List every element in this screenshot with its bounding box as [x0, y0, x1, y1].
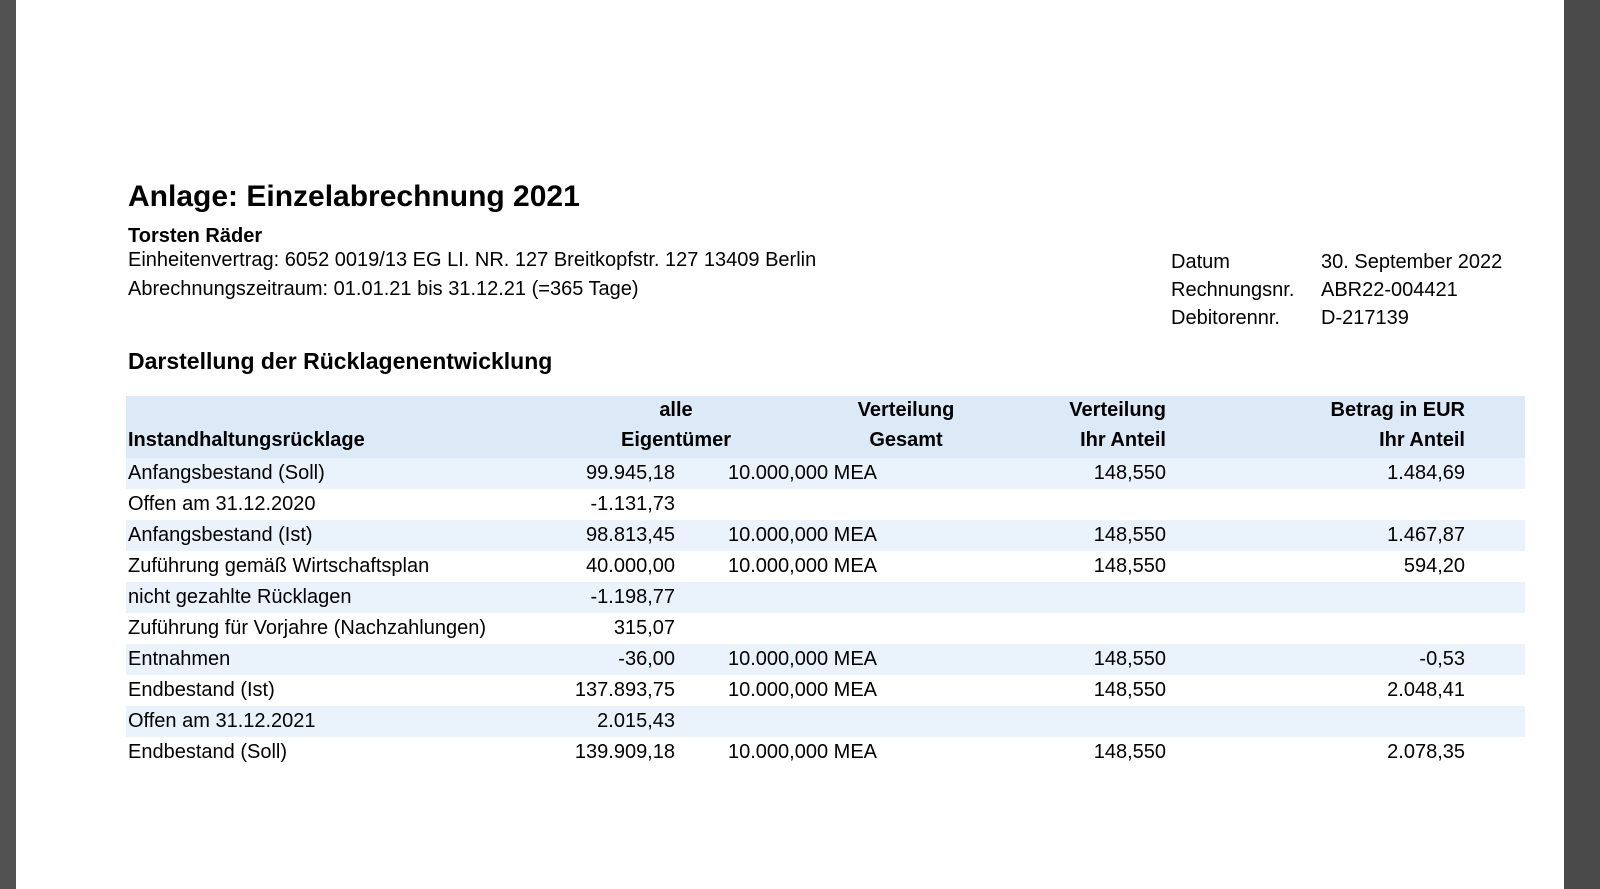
- row-label: nicht gezahlte Rücklagen: [128, 586, 352, 608]
- row-distribution-share: 148,550: [1093, 648, 1166, 670]
- row-distribution-total: 10.000,000 MEA: [728, 555, 877, 577]
- row-amount-share: 2.048,41: [1387, 679, 1465, 701]
- contract-line: Einheitenvertrag: 6052 0019/13 EG LI. NR. 127 Breitkopfstr. 127 13409 Berlin: [128, 249, 817, 271]
- header-label: Instandhaltungsrücklage: [128, 429, 365, 451]
- viewer-right-border: [1564, 0, 1600, 889]
- row-label: Endbestand (Soll): [128, 741, 287, 763]
- table-row: [126, 644, 1525, 675]
- row-amount-share: 594,20: [1403, 555, 1465, 577]
- row-all-owners: 98.813,45: [586, 524, 675, 546]
- header-dist-top: Verteilung: [857, 399, 955, 421]
- reserve-table: [126, 396, 1525, 768]
- header-amount-bottom: Ihr Anteil: [1379, 429, 1465, 451]
- row-all-owners: 40.000,00: [586, 555, 675, 577]
- row-label: Anfangsbestand (Soll): [128, 462, 325, 484]
- meta-label: Rechnungsnr.: [1171, 279, 1295, 301]
- row-distribution-share: 148,550: [1093, 555, 1166, 577]
- row-all-owners: 315,07: [613, 617, 675, 639]
- row-all-owners: 137.893,75: [574, 679, 675, 701]
- header-all-bottom: Eigentümer: [620, 429, 732, 451]
- invoice-meta: [1171, 251, 1502, 335]
- row-distribution-share: 148,550: [1093, 462, 1166, 484]
- row-amount-share: 1.484,69: [1387, 462, 1465, 484]
- table-row: [126, 613, 1525, 644]
- row-label: Entnahmen: [128, 648, 231, 670]
- row-all-owners: -36,00: [618, 648, 675, 670]
- row-distribution-share: 148,550: [1093, 741, 1166, 763]
- table-row: [126, 706, 1525, 737]
- meta-label: Datum: [1171, 251, 1230, 273]
- header-all-top: alle: [659, 399, 693, 421]
- row-label: Zuführung für Vorjahre (Nachzahlungen): [128, 617, 486, 639]
- row-distribution-share: 148,550: [1093, 679, 1166, 701]
- header-amount-top: Betrag in EUR: [1330, 399, 1465, 421]
- document-title: Anlage: Einzelabrechnung 2021: [128, 180, 580, 213]
- row-label: Zuführung gemäß Wirtschaftsplan: [128, 555, 430, 577]
- row-distribution-total: 10.000,000 MEA: [728, 741, 877, 763]
- header-share-bottom: Ihr Anteil: [1080, 429, 1166, 451]
- row-label: Offen am 31.12.2021: [128, 710, 316, 732]
- row-distribution-share: 148,550: [1093, 524, 1166, 546]
- row-all-owners: -1.131,73: [590, 493, 675, 515]
- owner-name: Torsten Räder: [128, 225, 263, 247]
- table-row: [126, 458, 1525, 489]
- row-distribution-total: 10.000,000 MEA: [728, 648, 877, 670]
- row-all-owners: 99.945,18: [586, 462, 675, 484]
- row-label: Anfangsbestand (Ist): [128, 524, 313, 546]
- meta-value: 30. September 2022: [1321, 251, 1503, 273]
- table-header: [126, 396, 1525, 458]
- table-row: [126, 675, 1525, 706]
- row-distribution-total: 10.000,000 MEA: [728, 524, 877, 546]
- row-distribution-total: 10.000,000 MEA: [728, 679, 877, 701]
- header-share-top: Verteilung: [1069, 399, 1166, 421]
- row-label: Offen am 31.12.2020: [128, 493, 316, 515]
- table-row: [126, 737, 1525, 768]
- table-row: [126, 489, 1525, 520]
- table-row: [126, 551, 1525, 582]
- header-dist-bottom: Gesamt: [869, 429, 943, 451]
- table-row: [126, 520, 1525, 551]
- document-page: [16, 0, 1564, 889]
- meta-value: ABR22-004421: [1321, 279, 1458, 301]
- meta-row-debtor-number: [1171, 307, 1502, 335]
- section-title: Darstellung der Rücklagenentwicklung: [128, 348, 553, 374]
- period-line: Abrechnungszeitraum: 01.01.21 bis 31.12.21 (=365 Tage): [128, 278, 639, 300]
- row-all-owners: -1.198,77: [590, 586, 675, 608]
- row-distribution-total: 10.000,000 MEA: [728, 462, 877, 484]
- table-row: [126, 582, 1525, 613]
- row-label: Endbestand (Ist): [128, 679, 275, 701]
- meta-value: D-217139: [1321, 307, 1409, 329]
- row-amount-share: 2.078,35: [1387, 741, 1465, 763]
- row-all-owners: 2.015,43: [597, 710, 675, 732]
- row-amount-share: 1.467,87: [1387, 524, 1465, 546]
- meta-row-date: [1171, 251, 1502, 279]
- row-amount-share: -0,53: [1419, 648, 1465, 670]
- row-all-owners: 139.909,18: [574, 741, 675, 763]
- meta-row-invoice-number: [1171, 279, 1502, 307]
- meta-label: Debitorennr.: [1171, 307, 1280, 329]
- viewer-left-border: [0, 0, 16, 889]
